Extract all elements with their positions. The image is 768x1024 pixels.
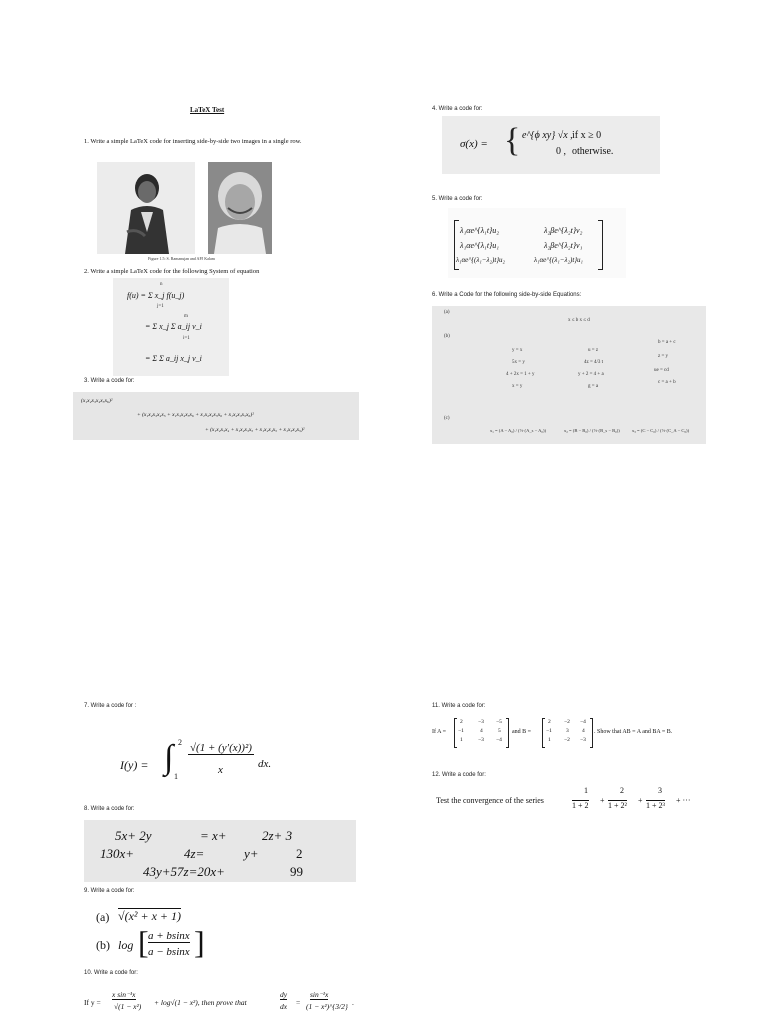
- question-1-text: 1. Write a simple LaTeX code for inserting side-by-side two images in a single row.: [84, 138, 302, 145]
- integral-lower: 1: [174, 772, 178, 781]
- matrix-cell-1-1: λ₁αe^{λ₁t}u₂: [460, 226, 500, 235]
- case2-expr: 0 ,: [556, 146, 566, 157]
- matrix-cell-3-2: λ₁αe^{(λ₁−λ₂)t}u₁: [534, 256, 583, 264]
- label-c: (c): [444, 416, 450, 421]
- limit-j: j=1: [157, 304, 164, 309]
- a-line: x ≤ b x ≤ d: [568, 318, 590, 323]
- a-23: 5: [498, 728, 501, 734]
- integrand-denominator: x: [218, 764, 223, 776]
- label-a: (a): [444, 310, 450, 315]
- question-8-text: 8. Write a code for:: [84, 806, 135, 812]
- part-b-label: (b): [96, 938, 110, 952]
- q10-end: .: [352, 998, 354, 1007]
- b-12: −2: [564, 719, 570, 725]
- left-brace: {: [504, 122, 521, 159]
- q11-show: . Show that AB = A and BA = B.: [594, 729, 673, 735]
- limit-i: i=1: [183, 336, 190, 341]
- kalam-portrait-icon: [208, 162, 272, 254]
- q12-lead: Test the convergence of the series: [436, 796, 544, 805]
- b-col3-4: c = a + b: [658, 380, 676, 385]
- q10-if: If y =: [84, 998, 101, 1007]
- case2-cond: otherwise.: [572, 146, 614, 157]
- q10-den2: (1 − x²)^{3/2}: [306, 1002, 348, 1011]
- matrix-right-bracket: [598, 220, 603, 270]
- row1-b: = x+: [200, 828, 227, 843]
- matrix-cell-1-2: λ₂βe^{λ₂t}v₂: [544, 226, 583, 235]
- ramanujan-portrait-icon: [97, 162, 195, 254]
- c-eq-2: x₂ = (B − B₀) / (½·(B_s − B₀)): [564, 428, 620, 433]
- piecewise-function-image: [442, 116, 660, 174]
- row1-a: 5x+ 2y: [115, 828, 152, 843]
- row1-c: 2z+ 3: [262, 828, 293, 843]
- plus-2: +: [638, 796, 643, 805]
- a-12: −3: [478, 719, 484, 725]
- question-3-text: 3. Write a code for:: [84, 378, 135, 384]
- question-6-text: 6. Write a Code for the following side-by-side Equations:: [432, 292, 582, 298]
- b-col3-1: b = a + c: [658, 340, 676, 345]
- case1-cond: if x ≥ 0: [572, 130, 602, 141]
- question-2-text: 2. Write a simple LaTeX code for the following System of equation: [84, 268, 260, 275]
- sigma-lhs: σ(x) =: [460, 138, 488, 150]
- b-col3-3: ue = cd: [654, 368, 669, 373]
- question-7-text: 7. Write a code for :: [84, 703, 137, 709]
- term1-num: 1: [584, 786, 588, 795]
- a-21: −1: [458, 728, 464, 734]
- part-b-denominator: a − bsinx: [148, 946, 190, 958]
- term3-num: 3: [658, 786, 662, 795]
- term2-num: 2: [620, 786, 624, 795]
- kalam-photo: [208, 162, 272, 254]
- label-b: (b): [444, 334, 450, 339]
- part-b-right-bracket: ]: [194, 924, 205, 960]
- system-line-1: f(u) = Σ x_j f(u_j): [127, 291, 185, 300]
- part-b-numerator: a + bsinx: [148, 930, 190, 942]
- b-col2-3: y + 2 = 4 + a: [578, 372, 604, 377]
- row3-b: 99: [290, 864, 303, 879]
- b-col1-2: 5x = y: [512, 360, 525, 365]
- matrix-b-right: [590, 718, 593, 748]
- b-23: 4: [582, 728, 585, 734]
- row2-b: 4z=: [184, 846, 205, 861]
- b-21: −1: [546, 728, 552, 734]
- question-12-text: 12. Write a code for:: [432, 772, 486, 778]
- b-col1-1: y = x: [512, 348, 523, 353]
- poly-line-3: + (x₁x₂x₃x₄ + x₁x₂x₃x₅ + x₁x₂x₄x₅ + x₁x₃x₄x₅)²: [205, 427, 305, 433]
- system-line-3: = Σ Σ a_ij x_j v_i: [145, 354, 202, 363]
- polynomial-expression-image: [73, 392, 359, 440]
- b-col2-1: u = z: [588, 348, 599, 353]
- part-a-label: (a): [96, 910, 110, 924]
- b-13: −4: [580, 719, 586, 725]
- matrix-cell-2-1: λ₁αe^{λ₁t}u₁: [460, 241, 500, 250]
- question-9-text: 9. Write a code for:: [84, 888, 135, 894]
- ramanujan-photo: [97, 162, 195, 254]
- derivative-problem: [84, 988, 364, 1016]
- q10-dy: dy: [280, 990, 288, 999]
- q10-dx: dx: [280, 1002, 288, 1011]
- part-b-log: log: [118, 938, 134, 952]
- integrand-numerator: √(1 + (y′(x))²): [190, 742, 252, 754]
- limit-m: m: [184, 314, 188, 319]
- row2-a: 130x+: [100, 846, 135, 861]
- q11-if-a: If A =: [432, 729, 447, 735]
- a-13: −5: [496, 719, 502, 725]
- q10-num1: x sin⁻¹x: [112, 990, 136, 999]
- side-by-side-equations-image: [432, 306, 706, 444]
- b-col1-3: 4 + 2x = 1 + y: [506, 372, 535, 377]
- poly-line-2: + (x₁x₂x₃x₄x₅ + x₁x₃x₄x₅x₆ + x₁x₂x₄x₅x₆ + x₁x₂x₃x₅x₆)²: [137, 412, 254, 418]
- q10-den1: √(1 − x²): [114, 1002, 142, 1011]
- matrix-a-right: [506, 718, 509, 748]
- q10-num2: sin⁻¹x: [310, 990, 329, 999]
- b-col2-4: g = a: [588, 384, 599, 389]
- limit-n: n: [160, 282, 163, 287]
- series-problem: [436, 786, 726, 816]
- document-title: LaTeX Test: [190, 106, 225, 114]
- row2-d: 2: [296, 846, 303, 861]
- c-eq-3: x₃ = (C − C₀) / (½·(C_A − C₀)): [632, 428, 690, 433]
- a-11: 2: [460, 719, 463, 725]
- a-32: −3: [478, 737, 484, 743]
- part-a-expr: √(x² + x + 1): [118, 909, 182, 923]
- question-4-text: 4. Write a code for:: [432, 106, 483, 112]
- integral-equation: [110, 730, 290, 786]
- plus-1: +: [600, 796, 605, 805]
- a-22: 4: [480, 728, 483, 734]
- row3-a: 43y+57z=20x+: [143, 864, 225, 879]
- row2-c: y+: [244, 846, 259, 861]
- part-b-left-bracket: [: [138, 924, 149, 960]
- term2-den: 1 + 2²: [608, 801, 627, 810]
- figure-caption: Figure 1.5: S. Ramanujan and APJ Kalam: [148, 256, 215, 261]
- b-32: −2: [564, 737, 570, 743]
- question-5-text: 5. Write a code for:: [432, 196, 483, 202]
- b-33: −3: [580, 737, 586, 743]
- b-col1-4: x = y: [512, 384, 523, 389]
- a-31: 1: [460, 737, 463, 743]
- integral-sign: ∫: [164, 739, 174, 776]
- matrix-cell-3-1: λ₁αe^{(λ₁−λ₂)t}u₂: [456, 256, 505, 264]
- b-col3-2: z = y: [658, 354, 669, 359]
- b-col2-2: 4z = 4/3 t: [584, 360, 604, 365]
- matrix-a-left: [454, 718, 457, 748]
- q10-plus: + log√(1 − x²), then prove that: [154, 998, 247, 1007]
- matrix-problem: [432, 714, 722, 750]
- question-10-text: 10. Write a code for:: [84, 970, 138, 976]
- question-11-text: 11. Write a code for:: [432, 703, 486, 709]
- b-22: 3: [566, 728, 569, 734]
- matrix-cell-2-2: λ₂βe^{λ₂t}v₁: [544, 241, 583, 250]
- c-eq-1: x₁ = (A − A₀) / (½·(A_s − A₀)): [490, 428, 547, 433]
- matrix-image: [448, 208, 626, 278]
- system-equation-image: [113, 278, 229, 376]
- q12-tail: + ···: [676, 796, 691, 805]
- b-11: 2: [548, 719, 551, 725]
- q10-eq: =: [296, 998, 301, 1007]
- integral-tail: dx.: [258, 758, 272, 770]
- integral-upper: 2: [178, 738, 182, 747]
- q11-and-b: and B =: [512, 729, 532, 735]
- integral-lhs: I(y) =: [120, 758, 149, 772]
- system-line-2: = Σ x_j Σ a_ij v_i: [145, 322, 202, 331]
- a-33: −4: [496, 737, 502, 743]
- poly-line-1: (x₁x₂x₃x₄x₅x₆)²: [81, 398, 113, 404]
- b-31: 1: [548, 737, 551, 743]
- term1-den: 1 + 2: [572, 801, 589, 810]
- matrix-b-left: [542, 718, 545, 748]
- linear-system-image: [84, 820, 356, 882]
- term3-den: 1 + 2³: [646, 801, 665, 810]
- case1-expr: e^{ϕ xy} √x ,: [522, 130, 573, 141]
